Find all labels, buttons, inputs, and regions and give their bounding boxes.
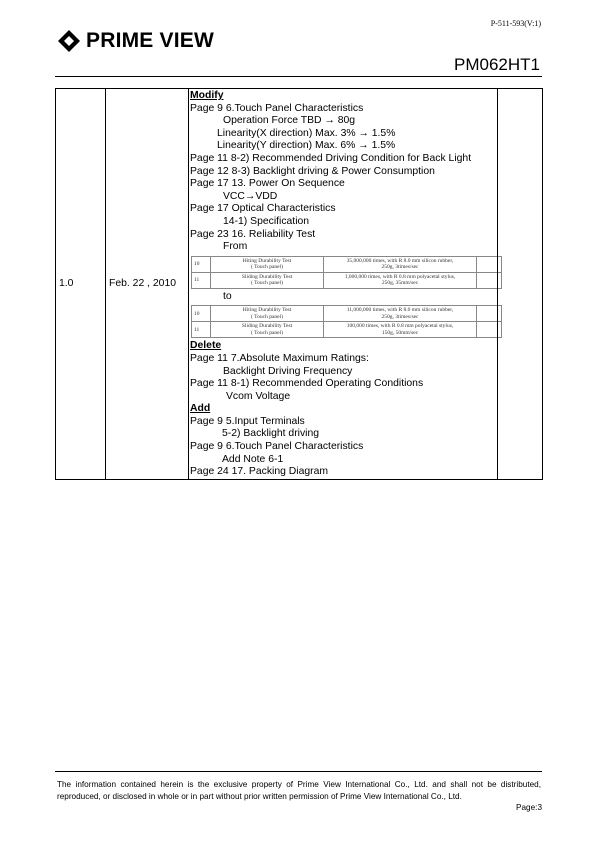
- add-line: Add Note 6-1: [222, 453, 284, 465]
- footer-rule: [55, 771, 542, 772]
- revision-date: Feb. 22 , 2010: [106, 89, 189, 480]
- test-item: Hiting Durability Test ( Touch panel): [211, 306, 324, 322]
- test-condition: 35,000,000 times, with R 8.0 mm silicon rubber, 250g, 3times/sec: [324, 256, 477, 272]
- add-line: Page 24 17. Packing Diagram: [190, 466, 329, 478]
- diamond-logo-icon: [57, 29, 81, 53]
- revision-description: [189, 89, 498, 480]
- modify-line: Page 9 6.Touch Panel Characteristics: [190, 102, 364, 114]
- add-line: 5-2) Backlight driving: [222, 428, 320, 440]
- modify-line: Linearity(Y direction) Max. 6% → 1.5%: [217, 140, 396, 152]
- table-row: [192, 272, 502, 288]
- test-number: 10: [192, 306, 211, 322]
- revision-table: [55, 88, 543, 480]
- page-number: Page:3: [516, 803, 542, 812]
- test-number: 11: [192, 272, 211, 288]
- to-label: to: [223, 290, 232, 302]
- table-row: [192, 256, 502, 272]
- test-condition: 100,000 times, with R 0.8 mm polyacetal stylus, 150g, 50mm/sec: [324, 322, 477, 338]
- reliability-to-table: [191, 305, 502, 338]
- confidentiality-notice: The information contained herein is the exclusive property of Prime View International Co., Ltd. and shall not be distributed, reproduced, or disclosed in whole or in part without prior written permission of Prime View International Co., Ltd.: [57, 780, 541, 801]
- test-number: 10: [192, 256, 211, 272]
- revision-version: 1.0: [56, 89, 106, 480]
- add-line: Page 9 6.Touch Panel Characteristics: [190, 441, 364, 453]
- test-number: 11: [192, 322, 211, 338]
- modify-line: Linearity(X direction) Max. 3% → 1.5%: [217, 127, 396, 139]
- test-item: Sliding Durability Test ( Touch panel): [211, 322, 324, 338]
- delete-line: Vcom Voltage: [226, 390, 291, 402]
- test-condition: 1,000,000 times, with R 0.8 mm polyacetal stylus, 250g, 35mm/sec: [324, 272, 477, 288]
- model-number: PM062HT1: [454, 55, 540, 74]
- modify-line: Page 12 8-3) Backlight driving & Power Consumption: [190, 165, 435, 177]
- delete-line: Page 11 8-1) Recommended Operating Conditions: [190, 378, 424, 390]
- modify-line: Page 11 8-2) Recommended Driving Condition for Back Light: [190, 152, 472, 164]
- test-item: Sliding Durability Test ( Touch panel): [211, 272, 324, 288]
- reliability-from-table: [191, 256, 502, 289]
- modify-heading: Modify: [190, 90, 224, 101]
- document-number: P-511-593(V:1): [490, 19, 541, 28]
- modify-line: Operation Force TBD → 80g: [223, 115, 356, 127]
- revision-row: [56, 89, 543, 480]
- add-heading: Add: [190, 403, 211, 415]
- revision-empty-cell: [498, 89, 543, 480]
- delete-line: Page 11 7.Absolute Maximum Ratings:: [190, 352, 369, 364]
- modify-line: Page 17 Optical Characteristics: [190, 203, 336, 215]
- company-logo: [57, 29, 214, 53]
- delete-line: Backlight Driving Frequency: [223, 365, 353, 377]
- delete-heading: Delete: [190, 340, 222, 352]
- modify-line: 14-1) Specification: [223, 215, 310, 227]
- table-row: [192, 322, 502, 338]
- header-rule: [55, 76, 542, 77]
- test-condition: 11,000,000 times, with R 8.0 mm silicon rubber, 250g, 3times/sec: [324, 306, 477, 322]
- modify-line: VCC→VDD: [223, 190, 278, 202]
- modify-line: Page 23 16. Reliability Test: [190, 228, 316, 240]
- company-name: PRIME VIEW: [86, 29, 215, 52]
- add-line: Page 9 5.Input Terminals: [190, 415, 305, 427]
- test-item: Hiting Durability Test ( Touch panel): [211, 256, 324, 272]
- modify-line: Page 17 13. Power On Sequence: [190, 178, 345, 190]
- modify-line: From: [223, 241, 248, 253]
- table-row: [192, 306, 502, 322]
